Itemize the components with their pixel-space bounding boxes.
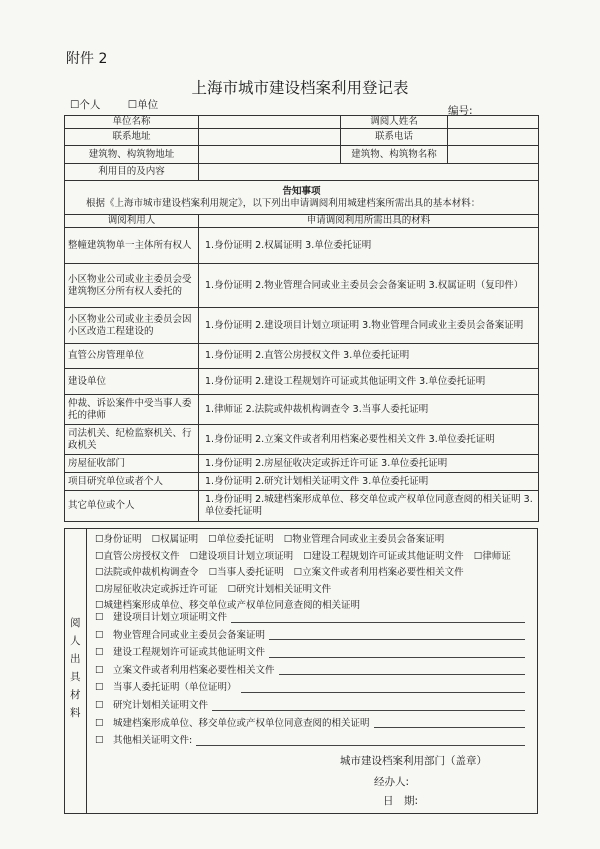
row-materials: 1.身份证明 2.建设项目计划立项证明 3.物业管理合同或业主委员会备案证明 — [199, 308, 539, 344]
purpose-field[interactable] — [199, 164, 539, 181]
applicant-type-options — [70, 97, 182, 112]
unit-name-field[interactable] — [199, 116, 341, 129]
material-checkbox[interactable]: ☐建设工程规划许可证或其他证明文件 — [303, 550, 464, 562]
side-char: 人 — [70, 635, 81, 647]
row-user: 小区物业公司或业主委员会受建筑物区分所有权人委托的 — [65, 264, 199, 308]
checkbox-individual[interactable]: ☐个人 — [70, 99, 101, 111]
line-label: 其他相关证明文件: — [113, 735, 193, 747]
row-user: 整幢建筑物单一主体所有权人 — [65, 228, 199, 264]
list-item — [95, 662, 533, 680]
material-checkbox[interactable]: ☐身份证明 — [95, 534, 142, 545]
document-title: 上海市城市建设档案利用登记表 — [191, 79, 409, 97]
line-blank[interactable] — [212, 697, 525, 711]
material-checkbox[interactable]: ☐研究计划相关证明文件 — [227, 583, 332, 595]
row-user: 其它单位或个人 — [65, 491, 199, 522]
phone-field[interactable] — [448, 129, 539, 146]
line-label: 立案文件或者利用档案必要性相关文件 — [113, 664, 275, 676]
row-user: 小区物业公司或业主委员会因小区改造工程建设的 — [65, 308, 199, 344]
building-name-field[interactable] — [448, 146, 539, 164]
row-materials: 1.身份证明 2.立案文件或者利用档案必要性相关文件 3.单位委托证明 — [199, 425, 539, 455]
side-char: 料 — [70, 707, 81, 719]
address-label: 联系地址 — [65, 129, 199, 146]
line-label: 建设工程规划许可证或其他证明文件 — [113, 647, 266, 659]
row-materials: 1.身份证明 2.建设工程规划许可证或其他证明文件 3.单位委托证明 — [199, 369, 539, 395]
table-row — [65, 491, 539, 522]
material-checkbox[interactable]: ☐法院或仲裁机构调查令 — [95, 567, 199, 578]
row-user: 房屋征收部门 — [65, 455, 199, 473]
row-materials: 1.律师证 2.法院或仲裁机构调查令 3.当事人委托证明 — [199, 395, 539, 425]
line-blank[interactable] — [269, 644, 525, 658]
list-item — [95, 697, 533, 715]
material-checkbox[interactable]: ☐权属证明 — [151, 534, 199, 545]
building-name-label: 建筑物、构筑物名称 — [341, 146, 448, 164]
line-blank[interactable] — [241, 679, 525, 693]
notice-text: 根据《上海市城市建设档案利用规定》，以下列出申请调阅利用城建档案所需出具的基本材料： — [86, 197, 481, 209]
materials-side-label — [65, 529, 87, 813]
line-checkbox[interactable]: ☐ — [95, 612, 104, 623]
table-row — [65, 264, 539, 308]
list-item — [95, 679, 533, 697]
notice-title: 告知事项 — [282, 185, 321, 197]
table-row — [65, 455, 539, 473]
row-user: 项目研究单位或者个人 — [65, 473, 199, 491]
registration-form-table — [64, 115, 539, 522]
line-blank[interactable] — [279, 662, 525, 676]
materials-checkbox-list — [95, 532, 533, 615]
row-materials: 1.身份证明 2.城建档案形成单位、移交单位或产权单位同意查阅的相关证明 3.单位委托证明 — [199, 491, 539, 522]
line-blank[interactable] — [374, 715, 525, 729]
row-materials: 1.身份证明 2.房屋征收决定或拆迁许可证 3.单位委托证明 — [199, 455, 539, 473]
annex-label: 附件 2 — [66, 51, 108, 67]
reader-name-label: 调阅人姓名 — [341, 116, 448, 129]
table-row — [65, 228, 539, 264]
handler-label: 经办人: — [374, 776, 410, 788]
list-item — [95, 644, 533, 662]
material-checkbox[interactable]: ☐单位委托证明 — [208, 534, 274, 545]
line-label: 当事人委托证明（单位证明） — [113, 682, 237, 694]
submitted-materials-section — [64, 528, 538, 814]
purpose-label: 利用目的及内容 — [65, 164, 199, 181]
side-char: 具 — [70, 671, 81, 683]
list-item — [95, 627, 533, 645]
table-row — [65, 369, 539, 395]
date-label: 日 期: — [383, 795, 419, 807]
checkbox-unit[interactable]: ☐单位 — [127, 99, 159, 111]
row-user: 司法机关、纪检监察机关、行政机关 — [65, 425, 199, 455]
phone-label: 联系电话 — [341, 129, 448, 146]
line-checkbox[interactable]: ☐ — [95, 717, 104, 729]
line-checkbox[interactable]: ☐ — [95, 647, 104, 659]
unit-name-label: 单位名称 — [65, 116, 199, 129]
line-checkbox[interactable]: ☐ — [95, 699, 104, 711]
column-header-user: 调阅利用人 — [65, 215, 199, 228]
row-user: 仲裁、诉讼案件中受当事人委托的律师 — [65, 395, 199, 425]
serial-number-label: 编号: — [448, 105, 473, 117]
row-materials: 1.身份证明 2.研究计划相关证明文件 3.单位委托证明 — [199, 473, 539, 491]
line-label: 城建档案形成单位、移交单位或产权单位同意查阅的相关证明 — [113, 717, 370, 729]
department-stamp-label: 城市建设档案利用部门（盖章） — [340, 755, 487, 767]
table-row — [65, 308, 539, 344]
side-char: 出 — [70, 653, 81, 665]
row-materials: 1.身份证明 2.权属证明 3.单位委托证明 — [199, 228, 539, 264]
line-label: 物业管理合同或业主委员会备案证明 — [113, 629, 266, 641]
list-item — [95, 715, 533, 733]
row-user: 直管公房管理单位 — [65, 344, 199, 369]
line-blank[interactable] — [196, 732, 525, 746]
line-blank[interactable] — [269, 627, 525, 641]
column-header-materials: 申请调阅利用所需出具的材料 — [199, 215, 539, 228]
line-blank[interactable] — [231, 609, 525, 623]
table-row — [65, 425, 539, 455]
material-checkbox[interactable]: ☐律师证 — [473, 550, 511, 562]
material-checkbox[interactable]: ☐房屋征收决定或拆迁许可证 — [95, 583, 218, 595]
reader-name-field[interactable] — [448, 116, 539, 129]
material-checkbox[interactable]: ☐直管公房授权文件 — [95, 550, 180, 562]
material-checkbox[interactable]: ☐城建档案形成单位、移交单位或产权单位同意查阅的相关证明 — [95, 600, 361, 611]
materials-line-list — [95, 609, 533, 750]
notice-block — [65, 181, 539, 215]
building-address-field[interactable] — [199, 146, 341, 164]
line-checkbox[interactable]: ☐ — [95, 629, 104, 641]
line-label: 研究计划相关证明文件 — [113, 699, 209, 711]
address-field[interactable] — [199, 129, 341, 146]
table-row — [65, 395, 539, 425]
row-user: 建设单位 — [65, 369, 199, 395]
material-checkbox[interactable]: ☐物业管理合同或业主委员会备案证明 — [283, 534, 445, 545]
list-item — [95, 609, 533, 627]
row-materials: 1.身份证明 2.物业管理合同或业主委员会会备案证明 3.权属证明（复印件） — [199, 264, 539, 308]
line-checkbox[interactable]: ☐ — [95, 735, 104, 747]
row-materials: 1.身份证明 2.直管公房授权文件 3.单位委托证明 — [199, 344, 539, 369]
line-label: 建设项目计划立项证明文件 — [113, 612, 228, 623]
table-row — [65, 344, 539, 369]
line-checkbox[interactable]: ☐ — [95, 664, 104, 676]
building-address-label: 建筑物、构筑物地址 — [65, 146, 199, 164]
material-checkbox[interactable]: ☐立案文件或者利用档案必要性相关文件 — [293, 567, 464, 578]
side-char: 材 — [70, 689, 81, 701]
material-checkbox[interactable]: ☐建设项目计划立项证明 — [189, 550, 294, 562]
list-item — [95, 732, 533, 750]
side-char: 阅 — [70, 617, 81, 629]
line-checkbox[interactable]: ☐ — [95, 682, 104, 694]
table-row — [65, 473, 539, 491]
material-checkbox[interactable]: ☐当事人委托证明 — [208, 567, 284, 578]
